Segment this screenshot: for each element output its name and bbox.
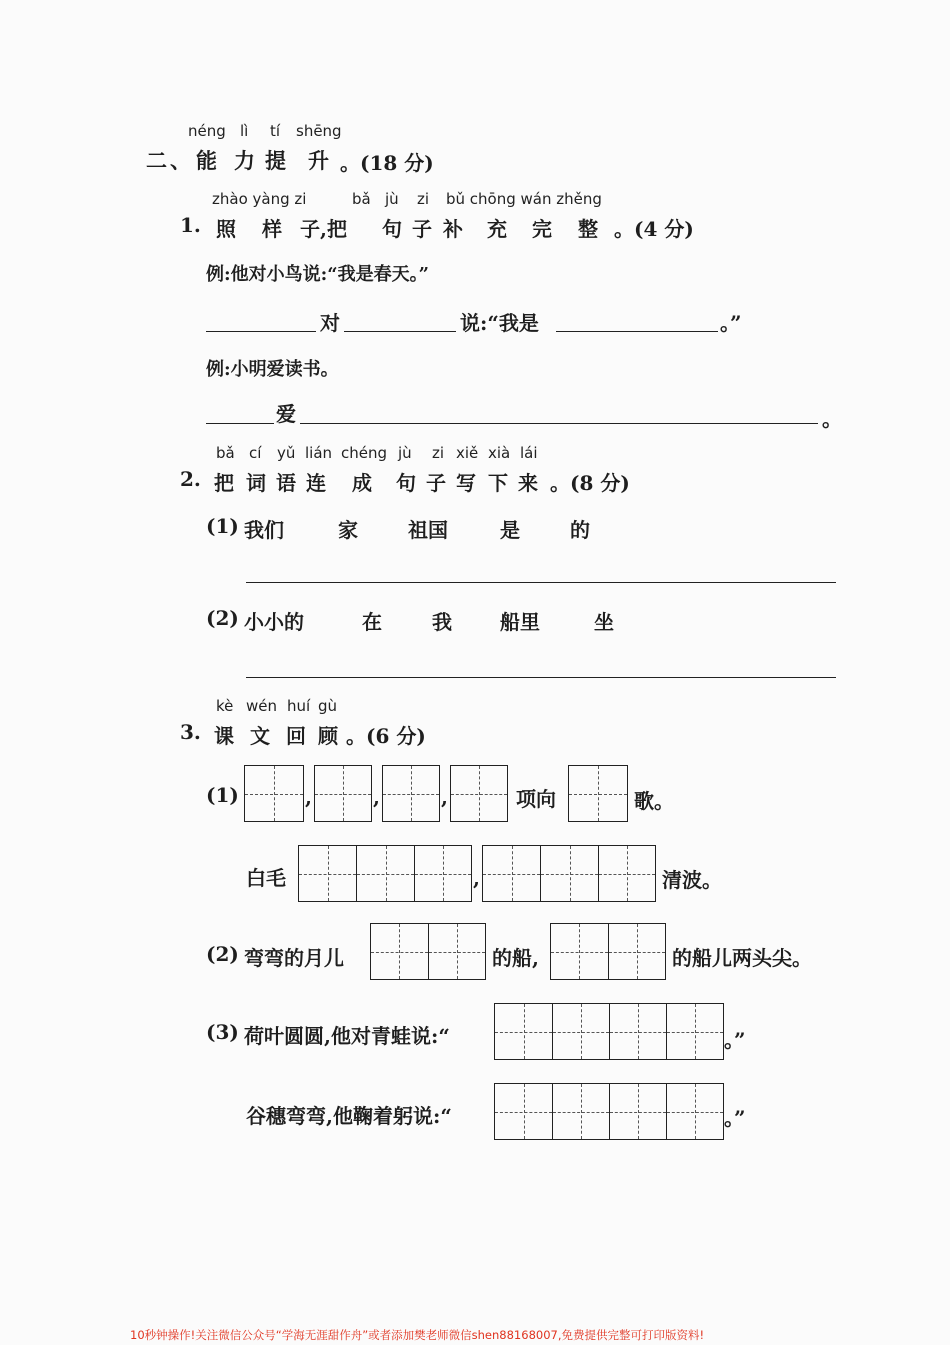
q1-blank-object[interactable]: [344, 331, 456, 332]
q3-line1-num: (1): [206, 783, 239, 807]
q2-char-0: 把: [214, 471, 234, 495]
q1-pinyin-3: zi: [417, 190, 430, 208]
q3-grid-1c[interactable]: [382, 765, 440, 822]
q3-pinyin-1: wén: [246, 697, 278, 715]
q1-char-1: 样: [262, 217, 282, 241]
q1-char-0: 照: [216, 217, 236, 241]
q3-line3-middle: 的船,: [492, 946, 539, 970]
q2-item1-answer-line[interactable]: [246, 582, 836, 583]
q2-pinyin-1: cí: [249, 444, 262, 462]
q2-pinyin-7: xiě: [456, 444, 479, 462]
footer-notice: 10秒钟操作!关注微信公众号“学海无涯甜作舟”或者添加樊老师微信shen88168007,免费提供完整可打印版资料!: [130, 1328, 705, 1342]
q2-item2-word-0: 小小的: [244, 610, 304, 634]
q1-fill-shuo: 说:“我是: [460, 311, 539, 335]
q1-char-4: 句: [382, 217, 402, 241]
q2-item2-word-3: 船里: [500, 610, 540, 634]
q3-line2-qingbo: 清波。: [662, 868, 722, 892]
q2-char-7: 写: [456, 471, 476, 495]
q2-item1-word-2: 祖国: [408, 518, 448, 542]
q2-item2-answer-line[interactable]: [246, 677, 836, 678]
q2-char-4: 成: [352, 471, 372, 495]
q2-char-2: 语: [276, 471, 296, 495]
q2-item1-word-3: 是: [500, 518, 520, 542]
q3-pinyin-2: huí: [287, 697, 311, 715]
q3-char-0: 课: [214, 724, 234, 748]
q2-item2-word-1: 在: [362, 610, 382, 634]
q3-line1-xiangxiang: 项向: [516, 787, 556, 811]
q2-item1-word-1: 家: [338, 518, 358, 542]
q2-pinyin-4: chéng: [341, 444, 388, 462]
q2-pinyin-6: zi: [432, 444, 445, 462]
q3-grid-2a[interactable]: [298, 845, 472, 902]
section-title-char-3: 升: [308, 148, 332, 173]
q3-line1-ge: 歌。: [634, 789, 674, 813]
q2-pinyin-9: lái: [520, 444, 538, 462]
q2-char-1: 词: [246, 471, 266, 495]
q3-line1-comma-1: ,: [305, 785, 312, 809]
q3-grid-4[interactable]: [494, 1003, 724, 1060]
q3-grid-3b[interactable]: [550, 923, 666, 980]
section-pinyin-1: lì: [240, 122, 249, 140]
q1-pinyin-4: bǔ chōng wán zhěng: [446, 190, 602, 208]
q3-score: 。(6 分): [346, 724, 426, 748]
q1-blank-content[interactable]: [556, 331, 718, 332]
q2-item2-num: (2): [206, 606, 239, 630]
q2-char-9: 来: [518, 471, 538, 495]
q3-pinyin-3: gù: [318, 697, 338, 715]
q1-example-2: 例:小明爱读书。: [206, 359, 339, 380]
q2-pinyin-0: bǎ: [216, 444, 235, 462]
q1-char-2: 子: [300, 217, 320, 241]
section-score: 。(18 分): [340, 151, 434, 175]
q2-char-5: 句: [396, 471, 416, 495]
q3-pinyin-0: kè: [216, 697, 234, 715]
q3-grid-3a[interactable]: [370, 923, 486, 980]
q3-grid-1d[interactable]: [450, 765, 508, 822]
q3-line3-prefix: 弯弯的月儿: [244, 946, 344, 970]
q3-line4-suffix: 。”: [724, 1028, 746, 1052]
section-pinyin-3: shēng: [296, 122, 342, 140]
q1-blank-activity[interactable]: [300, 423, 818, 424]
q3-line1-comma-3: ,: [441, 785, 448, 809]
q2-item1-num: (1): [206, 514, 239, 538]
q3-grid-2b[interactable]: [482, 845, 656, 902]
q1-example-1: 例:他对小鸟说:“我是春天。”: [206, 264, 429, 285]
section-pinyin-0: néng: [188, 122, 226, 140]
q1-char-5: 子: [412, 217, 432, 241]
q3-line1-comma-2: ,: [373, 785, 380, 809]
q1-fill-ai: 爱: [276, 402, 296, 426]
q1-char-8: 完: [532, 217, 552, 241]
q1-pinyin-2: jù: [385, 190, 399, 208]
q2-char-8: 下: [488, 471, 508, 495]
q1-number: 1.: [180, 213, 201, 237]
q2-item1-word-4: 的: [570, 518, 590, 542]
q3-line5-suffix: 。”: [724, 1106, 746, 1130]
q2-item2-word-4: 坐: [594, 610, 614, 634]
q1-fill-end-2: 。: [822, 407, 842, 431]
q1-char-3: ,把: [320, 217, 347, 241]
q2-pinyin-3: lián: [305, 444, 333, 462]
q2-item1-word-0: 我们: [244, 518, 284, 542]
q1-score: 。(4 分): [614, 217, 694, 241]
q3-grid-1a[interactable]: [244, 765, 304, 822]
q2-char-3: 连: [306, 471, 326, 495]
q3-line2-baimao: 白毛: [246, 866, 286, 890]
section-pinyin-2: tí: [270, 122, 281, 140]
q3-grid-5[interactable]: [494, 1083, 724, 1140]
q3-line2-comma: ,: [473, 866, 480, 890]
q3-grid-1b[interactable]: [314, 765, 372, 822]
q2-pinyin-8: xià: [488, 444, 511, 462]
section-title-prefix: 二、: [146, 148, 194, 173]
q3-grid-1e[interactable]: [568, 765, 628, 822]
section-title-char-1: 力: [234, 148, 258, 173]
q1-pinyin-0: zhào yàng zi: [212, 190, 307, 208]
q3-line5-prefix: 谷穗弯弯,他鞠着躬说:“: [246, 1104, 452, 1128]
q2-number: 2.: [180, 467, 201, 491]
q1-blank-subject[interactable]: [206, 331, 316, 332]
q1-pinyin-1: bǎ: [352, 190, 371, 208]
q3-line4-num: (3): [206, 1020, 239, 1044]
q1-fill-dui: 对: [320, 311, 340, 335]
q2-pinyin-2: yǔ: [277, 444, 296, 462]
q3-line3-num: (2): [206, 942, 239, 966]
q2-char-6: 子: [426, 471, 446, 495]
q3-line4-prefix: 荷叶圆圆,他对青蛙说:“: [244, 1024, 450, 1048]
q1-blank-person[interactable]: [206, 423, 274, 424]
section-title-char-2: 提: [265, 148, 289, 173]
q3-char-2: 回: [286, 724, 306, 748]
q3-line3-suffix: 的船儿两头尖。: [672, 946, 812, 970]
q2-item2-word-2: 我: [432, 610, 452, 634]
q3-char-3: 顾: [318, 724, 338, 748]
q1-char-7: 充: [487, 217, 507, 241]
q3-number: 3.: [180, 720, 201, 744]
section-title-char-0: 能: [196, 148, 220, 173]
q3-char-1: 文: [250, 724, 270, 748]
q1-char-6: 补: [443, 217, 463, 241]
q1-char-9: 整: [578, 217, 598, 241]
q2-pinyin-5: jù: [398, 444, 412, 462]
q2-score: 。(8 分): [550, 471, 630, 495]
q1-fill-end: 。”: [720, 311, 742, 335]
